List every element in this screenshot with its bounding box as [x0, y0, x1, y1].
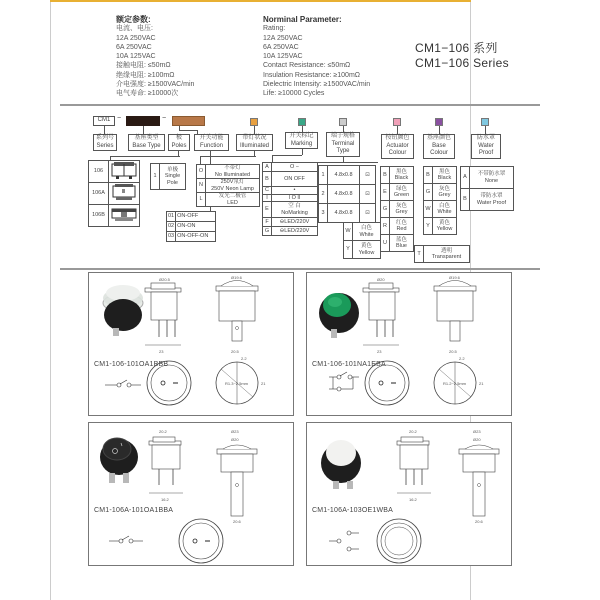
svg-text:Ø23: Ø23 — [473, 429, 481, 434]
en-param-line: Contact Resistance: ≤50mΩ — [263, 62, 351, 70]
category-water-proof: 防水罩 Water Proof — [471, 134, 501, 159]
svg-text:R1.2~2.5mm: R1.2~2.5mm — [443, 381, 467, 386]
svg-text:20.2: 20.2 — [159, 429, 167, 434]
product-panel — [88, 272, 294, 416]
svg-text:20.2: 20.2 — [409, 429, 417, 434]
section-divider — [60, 104, 540, 106]
base-106-image — [109, 161, 140, 183]
series-title — [415, 41, 509, 71]
cn-params-heading: 额定参数: — [116, 15, 151, 24]
connector — [397, 126, 398, 134]
cn-param-line: 绝缘电阻: ≥100mΩ — [116, 71, 175, 79]
section-divider — [60, 268, 540, 270]
category-poles: 极 Poles — [168, 134, 190, 151]
base-type-code: 106A — [89, 183, 109, 205]
svg-text:20.6: 20.6 — [233, 519, 241, 524]
category-actuator-colour: 按钮颜色 Actuator Colour — [381, 134, 414, 159]
svg-text:21: 21 — [261, 381, 266, 386]
svg-text:Ø20.5: Ø20.5 — [159, 277, 170, 282]
swatch-illuminated — [250, 118, 258, 126]
category-base-colour: 基座颜色 Base Colour — [423, 134, 455, 159]
series-title-cn: CM1−106 系列 — [415, 41, 498, 55]
svg-text:Ø20: Ø20 — [377, 277, 385, 282]
connector — [143, 126, 144, 134]
top-accent-bar — [50, 0, 471, 2]
svg-text:23: 23 — [377, 349, 382, 354]
product-drawing — [89, 273, 295, 417]
en-param-line: 10A 125VAC — [263, 53, 303, 61]
terminal-table: 1 4.8x0.8 ⊡ 2 4.8x0.8 ⊡ 3 4.8x0.8 ⊡ — [318, 165, 376, 223]
swatch-terminal — [339, 118, 347, 126]
cn-param-line: 电流、电压: — [116, 25, 153, 33]
product-drawing — [307, 273, 513, 417]
svg-text:20.5: 20.5 — [449, 349, 457, 354]
category-base-type: 基座类型 Base Type — [128, 134, 165, 151]
poles-table: 1 单极 Single Pole — [150, 163, 186, 190]
category-series: 系列号 Series — [93, 134, 117, 151]
marking-table: A O − B ON OFF C • I I O II E 空 白 NoMarking F ⊖LED/220V G ⊖LED/220V — [262, 162, 318, 236]
actuator-colour-transparent: T 透明 Transparent — [414, 245, 470, 263]
svg-text:20.5: 20.5 — [231, 349, 239, 354]
svg-text:2.2: 2.2 — [459, 356, 465, 361]
swatch-marking — [298, 118, 306, 126]
en-param-line: Rating: — [263, 25, 286, 33]
connector — [104, 126, 105, 134]
cn-parameters — [116, 15, 194, 99]
en-parameters — [263, 15, 370, 99]
svg-text:20.6: 20.6 — [475, 519, 483, 524]
series-title-en: CM1−106 Series — [415, 56, 509, 70]
svg-text:Ø19.6: Ø19.6 — [231, 275, 242, 280]
product-panel — [88, 422, 294, 566]
svg-text:Ø20: Ø20 — [231, 437, 239, 442]
base-colour-table: B 黑色 Black G 灰色 Grey W 白色 White Y 黄色 Yellow — [423, 166, 457, 235]
model-number: CM1-106-101NA1EBA — [312, 361, 386, 368]
en-param-line: 12A 250VAC — [263, 34, 303, 42]
en-param-line: Life: ≥10000 Cycles — [263, 90, 325, 98]
svg-text:21: 21 — [479, 381, 484, 386]
code-dash: − — [117, 115, 122, 122]
cn-param-line: 电气寿命: ≥10000次 — [116, 90, 179, 98]
model-number: CM1-106-101OA1BBB — [94, 361, 169, 368]
swatch-base-colour — [435, 118, 443, 126]
svg-text:Ø19.6: Ø19.6 — [449, 275, 460, 280]
product-drawing — [89, 423, 295, 567]
connector — [485, 126, 486, 134]
actuator-colour-table-ext: W 白色 White Y 黄色 Yellow — [343, 222, 381, 259]
product-panel — [306, 272, 512, 416]
cn-param-line: 10A 125VAC — [116, 53, 156, 61]
cn-param-line: 12A 250VAC — [116, 34, 156, 42]
base-type-code: 106B — [89, 205, 109, 227]
en-param-line: Dielectric Intensity: ≥1500VAC/min — [263, 81, 371, 89]
svg-text:2.2: 2.2 — [241, 356, 247, 361]
base-type-code: 106 — [89, 161, 109, 183]
model-number: CM1-106A-101OA1BBA — [94, 507, 174, 514]
base-106a-image — [109, 183, 140, 205]
code-prefix: CM1 — [93, 116, 115, 126]
base-106b-image — [109, 205, 140, 227]
swatch-base-type — [126, 116, 160, 126]
cn-param-line: 6A 250VAC — [116, 43, 152, 51]
base-type-table — [88, 160, 140, 227]
category-function: 开关功能 Function — [194, 134, 229, 151]
cn-param-line: 接触电阻: ≤50mΩ — [116, 62, 171, 70]
function-table: 01 ON-OFF 02 ON-ON 03 ON-OFF-ON — [166, 211, 216, 242]
svg-text:23: 23 — [159, 349, 164, 354]
svg-text:R1.3~2.5mm: R1.3~2.5mm — [225, 381, 249, 386]
swatch-poles — [172, 116, 205, 126]
svg-text:Ø23: Ø23 — [231, 429, 239, 434]
en-param-line: 6A 250VAC — [263, 43, 299, 51]
category-illuminated: 带灯状况 Illuminated — [236, 134, 273, 151]
category-marking: 开关标记 Marking — [285, 132, 318, 149]
swatch-actuator-colour — [393, 118, 401, 126]
category-terminal-type: 端子规格 Terminal Type — [326, 132, 360, 157]
svg-text:Ø20: Ø20 — [473, 437, 481, 442]
connector — [254, 126, 255, 134]
en-param-line: Insulation Resistance: ≥100mΩ — [263, 71, 361, 79]
svg-text:16.2: 16.2 — [409, 497, 417, 502]
product-panel — [306, 422, 512, 566]
water-proof-table: A 不带防水罩 None B 带防水罩 Water Proof — [460, 166, 514, 211]
svg-text:16.2: 16.2 — [161, 497, 169, 502]
code-dash: − — [162, 115, 167, 122]
model-number: CM1-106A-103OE1WBA — [312, 507, 394, 514]
cn-param-line: 介电强度: ≥1500VAC/min — [116, 81, 195, 89]
product-drawing — [307, 423, 513, 567]
en-params-heading: Norminal Parameter: — [263, 15, 342, 24]
illuminated-table: O 不带灯 No Illuminated N 250V氖灯 250V Neon Lamp L 发光二极管 LED — [196, 164, 260, 207]
actuator-colour-table: B 黑色 Black E 绿色 Green G 灰色 Grey R 红色 Red U 蓝色 Blue — [380, 166, 414, 252]
connector — [439, 126, 440, 134]
connector — [179, 130, 197, 131]
swatch-water-proof — [481, 118, 489, 126]
